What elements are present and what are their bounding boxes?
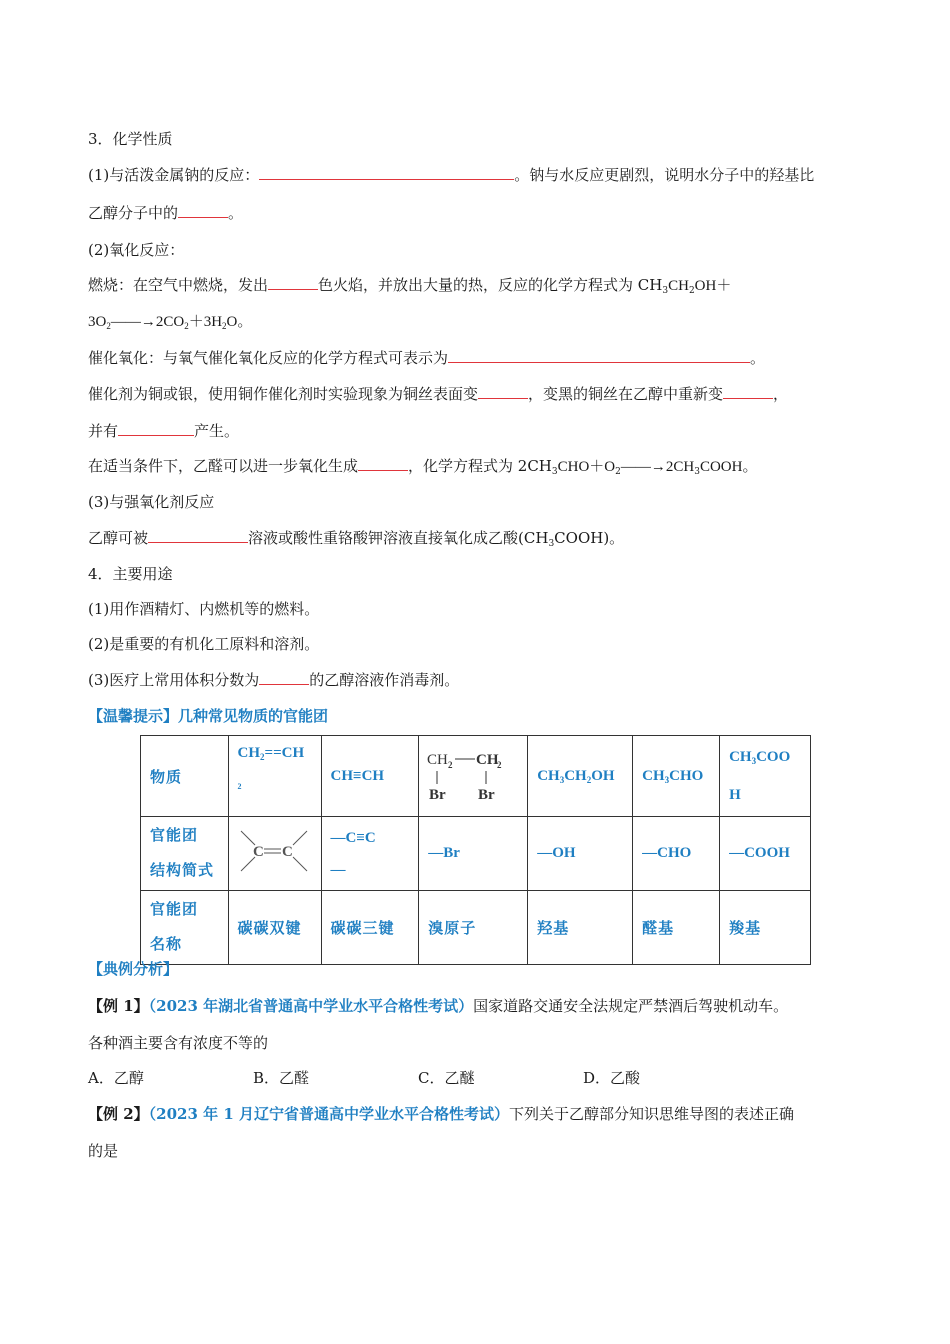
double-bond-structure <box>235 823 315 879</box>
use-item-3 <box>88 670 459 690</box>
text: O。 <box>226 314 253 330</box>
row-label: 物质 <box>141 736 229 817</box>
row-label <box>141 891 229 965</box>
text: 溶液或酸性重铬酸钾溶液直接氧化成乙酸(CH <box>248 529 549 547</box>
answer-blank[interactable] <box>268 275 318 290</box>
use-item-1: (1)用作酒精灯、内燃机等的燃料。 <box>88 600 320 618</box>
cell-dibromoethane <box>419 736 528 817</box>
answer-blank[interactable] <box>259 165 514 180</box>
option-d[interactable]: D．乙酸 <box>583 1069 641 1087</box>
answer-blank[interactable] <box>178 203 228 218</box>
text: 催化氧化：与氧气催化氧化反应的化学方程式可表示为 <box>88 349 449 367</box>
text: 色火焰，并放出大量的热，反应的化学方程式为 CH <box>318 276 663 294</box>
cell-acetic-acid: $CH_3COO$ H <box>720 736 811 817</box>
name-cell: 羧基 <box>720 891 811 965</box>
answer-blank[interactable] <box>723 384 773 399</box>
option-c[interactable]: C．乙醚 <box>418 1069 475 1087</box>
text: 在适当条件下，乙醛可以进一步氧化生成 <box>88 457 359 475</box>
text: CH <box>237 745 261 761</box>
example-2 <box>88 1104 794 1124</box>
cell-br: —Br <box>419 817 528 891</box>
combustion-equation: $3O_2——\to 2CO_2+3H_2O$。 <box>88 314 253 331</box>
name-cell: 碳碳双键 <box>228 891 321 965</box>
text: 并有 <box>88 422 119 440</box>
example-tag: 【例 2】 <box>88 1105 149 1123</box>
example-source: （2023 年 1 月辽宁省普通高中学业水平合格性考试） <box>148 1105 510 1123</box>
text: CH <box>427 751 449 768</box>
cell-oh: —OH <box>528 817 633 891</box>
text: 的乙醇溶液作消毒剂。 <box>309 671 460 689</box>
text: COO <box>756 749 791 765</box>
text: Br <box>429 786 446 803</box>
cell-cooh: —COOH <box>720 817 811 891</box>
cell-ethanol: $CH_3CH_2OH$ <box>528 736 633 817</box>
text: ，变黑的铜丝在乙醇中重新变 <box>528 385 724 403</box>
paragraph-sodium-cont <box>88 203 243 223</box>
text: 官能团 <box>150 901 199 918</box>
text: CHO <box>669 767 704 784</box>
text: ＋3H <box>188 314 223 330</box>
example-1-cont: 各种酒主要含有浓度不等的 <box>88 1034 269 1052</box>
text: 国家道路交通安全法规定严禁酒后驾驶机动车。 <box>473 997 789 1015</box>
answer-blank[interactable] <box>118 421 194 436</box>
answer-blank[interactable] <box>259 670 309 685</box>
text: 官能团 <box>150 827 199 844</box>
text: —C≡C <box>330 829 376 846</box>
name-cell: 溴原子 <box>419 891 528 965</box>
example-2-cont: 的是 <box>88 1142 119 1160</box>
example-tag: 【例 1】 <box>88 997 149 1015</box>
example-source: （2023 年湖北省普通高中学业水平合格性考试） <box>148 997 474 1015</box>
text: ==CH <box>264 745 305 761</box>
table-row <box>141 891 811 965</box>
cell-acetaldehyde: $CH_3CHO$ <box>633 736 720 817</box>
section4-heading: 4．主要用途 <box>88 565 173 583</box>
cell-ethylene: $CH_2==CH$ $_2$ <box>228 736 321 817</box>
use-item-2: (2)是重要的有机化工原料和溶剂。 <box>88 635 320 653</box>
text: Br <box>478 786 495 803</box>
tip-tag: 【温馨提示】 <box>88 707 179 725</box>
text: 。 <box>750 349 766 367</box>
strong-oxidant-heading: (3)与强氧化剂反应 <box>88 493 215 511</box>
paragraph-copper-cont <box>88 421 239 441</box>
text: 催化剂为铜或银，使用铜作催化剂时实验现象为铜丝表面变 <box>88 385 479 403</box>
text: — <box>330 861 346 878</box>
text: 产生。 <box>194 422 240 440</box>
cell-cho: —CHO <box>633 817 720 891</box>
text: 。 <box>228 204 244 222</box>
text: 。钠与水反应更剧烈，说明水分子中的羟基比 <box>514 166 815 184</box>
text: COOH。 <box>699 459 758 475</box>
text: CH <box>564 767 587 784</box>
svg-text:2: 2 <box>497 759 502 770</box>
table-row <box>141 736 811 817</box>
text: 结构简式 <box>150 862 215 879</box>
text: (1)与活泼金属钠的反应： <box>88 166 260 184</box>
subscript: 2 <box>237 782 242 791</box>
oxidation-heading: (2)氧化反应： <box>88 241 185 259</box>
text: 3O <box>88 314 107 330</box>
name-cell: 羟基 <box>528 891 633 965</box>
option-b[interactable]: B．乙醛 <box>253 1069 310 1087</box>
answer-blank[interactable] <box>358 456 408 471</box>
text: OH <box>591 767 615 784</box>
text: (3)医疗上常用体积分数为 <box>88 671 260 689</box>
text: C <box>252 844 264 860</box>
text: C <box>281 844 293 860</box>
text: ——→2CH <box>620 459 695 475</box>
text: 乙醇可被 <box>88 529 149 547</box>
text: ， <box>773 385 789 403</box>
table-row <box>141 817 811 891</box>
text: CH <box>537 767 560 784</box>
answer-blank[interactable] <box>448 348 750 363</box>
text: 燃烧：在空气中燃烧，发出 <box>88 276 269 294</box>
cell-triple-bond <box>321 817 419 891</box>
paragraph-acetaldehyde: 在适当条件下，乙醛可以进一步氧化生成 ，化学方程式为 $2CH_3CHO+O_2——\to 2CH_3COOH$。 <box>88 457 758 477</box>
text: 下列关于乙醇部分知识思维导图的表述正确 <box>509 1105 795 1123</box>
name-cell: 醛基 <box>633 891 720 965</box>
example-1 <box>88 996 788 1016</box>
tip-title: 几种常见物质的官能团 <box>178 707 329 725</box>
text: COOH)。 <box>554 529 625 547</box>
cell-acetylene: CH≡CH <box>321 736 419 817</box>
answer-blank[interactable] <box>148 528 248 543</box>
text: CH <box>729 749 752 765</box>
text: CH <box>642 767 665 784</box>
cell-double-bond <box>228 817 321 891</box>
text: H <box>729 787 741 803</box>
answer-blank[interactable] <box>478 384 528 399</box>
section3-heading: 3．化学性质 <box>88 130 173 148</box>
functional-group-table <box>140 735 811 965</box>
text: 名称 <box>150 936 183 953</box>
name-cell: 碳碳三键 <box>321 891 419 965</box>
paragraph-copper <box>88 384 788 404</box>
paragraph-combustion: 燃烧：在空气中燃烧，发出 色火焰，并放出大量的热，反应的化学方程式为 $CH_3CH_2OH+$ <box>88 276 732 296</box>
paragraph-sodium <box>88 165 814 185</box>
text: ，化学方程式为 2CH <box>408 457 552 475</box>
paragraph-oxidant: 乙醇可被 溶液或酸性重铬酸钾溶液直接氧化成乙酸$(CH_3COOH)$。 <box>88 529 625 549</box>
text: ——→2CO <box>110 314 185 330</box>
paragraph-catalytic <box>88 348 765 368</box>
examples-heading: 【典例分析】 <box>88 960 179 978</box>
row-label <box>141 817 229 891</box>
text: CH <box>476 751 499 768</box>
text: CHO＋O <box>557 459 616 475</box>
tip-heading <box>88 706 328 726</box>
text: 乙醇分子中的 <box>88 204 179 222</box>
option-a[interactable]: A．乙醇 <box>88 1069 144 1087</box>
dibromoethane-structure <box>425 744 515 804</box>
svg-text:2: 2 <box>448 759 453 770</box>
